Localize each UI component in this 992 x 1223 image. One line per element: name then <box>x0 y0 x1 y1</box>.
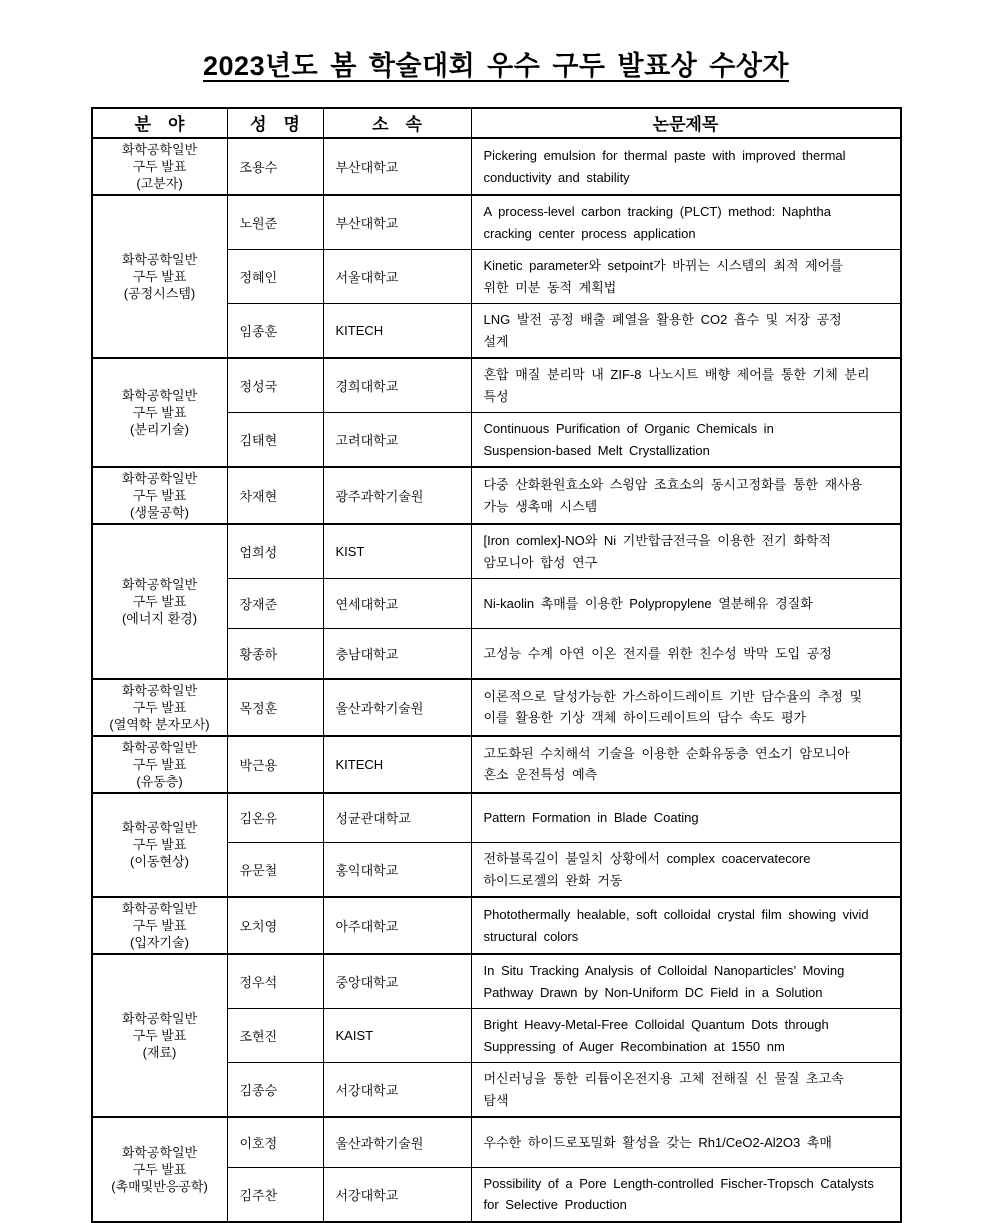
header-field: 분 야 <box>92 108 228 138</box>
name-cell: 이호정 <box>227 1117 323 1167</box>
name-cell: 정성국 <box>227 358 323 413</box>
field-cell: 화학공학일반 구두 발표 (생물공학) <box>92 467 228 524</box>
affiliation-cell: 경희대학교 <box>323 358 471 413</box>
affiliation-cell: 울산과학기술원 <box>323 679 471 736</box>
field-cell: 화학공학일반 구두 발표 (공정시스템) <box>92 195 228 358</box>
name-cell: 김종승 <box>227 1063 323 1118</box>
name-cell: 김주찬 <box>227 1167 323 1222</box>
table-row <box>92 954 901 1009</box>
affiliation-cell: 충남대학교 <box>323 629 471 679</box>
paper-title-cell: 다중 산화환원효소와 스윙암 조효소의 동시고정화를 통한 재사용 가능 생촉매 시스템 <box>471 467 901 524</box>
paper-title-cell: Ni-kaolin 촉매를 이용한 Polypropylene 열분해유 경질화 <box>471 579 901 629</box>
name-cell: 조현진 <box>227 1009 323 1063</box>
name-cell: 황종하 <box>227 629 323 679</box>
affiliation-cell: 광주과학기술원 <box>323 467 471 524</box>
affiliation-cell: 울산과학기술원 <box>323 1117 471 1167</box>
affiliation-cell: 아주대학교 <box>323 897 471 954</box>
paper-title-cell: Possibility of a Pore Length-controlled Fischer-Tropsch Catalysts for Selective Production <box>471 1167 901 1222</box>
paper-title-cell: A process-level carbon tracking (PLCT) method: Naphtha cracking center process application <box>471 195 901 250</box>
affiliation-cell: KITECH <box>323 736 471 793</box>
paper-title-cell: 혼합 매질 분리막 내 ZIF-8 나노시트 배향 제어를 통한 기체 분리 특성 <box>471 358 901 413</box>
table-row <box>92 195 901 250</box>
name-cell: 정우석 <box>227 954 323 1009</box>
paper-title-cell: 전하블록길이 불일치 상황에서 complex coacervatecore 하이드로젤의 완화 거동 <box>471 843 901 898</box>
paper-title-cell: 머신러닝을 통한 리튬이온전지용 고체 전해질 신 물질 초고속 탐색 <box>471 1063 901 1118</box>
name-cell: 정혜인 <box>227 250 323 304</box>
name-cell: 조용수 <box>227 138 323 195</box>
header-paper-title: 논문제목 <box>471 108 901 138</box>
name-cell: 차재현 <box>227 467 323 524</box>
paper-title-cell: Kinetic parameter와 setpoint가 바뀌는 시스템의 최적 제어를 위한 미분 동적 계획법 <box>471 250 901 304</box>
table-row <box>92 679 901 736</box>
table-body <box>92 138 901 1222</box>
affiliation-cell: 연세대학교 <box>323 579 471 629</box>
field-cell: 화학공학일반 구두 발표 (입자기술) <box>92 897 228 954</box>
affiliation-cell: 고려대학교 <box>323 413 471 468</box>
affiliation-cell: 중앙대학교 <box>323 954 471 1009</box>
table-row <box>92 897 901 954</box>
paper-title-cell: 고도화된 수치해석 기술을 이용한 순화유동층 연소기 암모니아 혼소 운전특성 예측 <box>471 736 901 793</box>
name-cell: 엄희성 <box>227 524 323 579</box>
header-affiliation: 소 속 <box>323 108 471 138</box>
name-cell: 임종훈 <box>227 304 323 359</box>
paper-title-cell: Bright Heavy-Metal-Free Colloidal Quantum Dots through Suppressing of Auger Recombination at 1550 nm <box>471 1009 901 1063</box>
page-title: 2023년도 봄 학술대회 우수 구두 발표상 수상자 <box>203 51 789 81</box>
affiliation-cell: 서강대학교 <box>323 1167 471 1222</box>
field-cell: 화학공학일반 구두 발표 (이동현상) <box>92 793 228 898</box>
field-cell: 화학공학일반 구두 발표 (분리기술) <box>92 358 228 467</box>
paper-title-cell: 우수한 하이드로포밀화 활성을 갖는 Rh1/CeO2-Al2O3 촉매 <box>471 1117 901 1167</box>
name-cell: 노원준 <box>227 195 323 250</box>
field-cell: 화학공학일반 구두 발표 (고분자) <box>92 138 228 195</box>
table-row <box>92 138 901 195</box>
affiliation-cell: 부산대학교 <box>323 138 471 195</box>
header-row <box>92 108 901 138</box>
affiliation-cell: KITECH <box>323 304 471 359</box>
table-row <box>92 467 901 524</box>
affiliation-cell: KIST <box>323 524 471 579</box>
field-cell: 화학공학일반 구두 발표 (에너지 환경) <box>92 524 228 679</box>
header-name: 성 명 <box>227 108 323 138</box>
paper-title-cell: In Situ Tracking Analysis of Colloidal Nanoparticles’ Moving Pathway Drawn by Non-Uniform DC Field in a Solution <box>471 954 901 1009</box>
name-cell: 장재준 <box>227 579 323 629</box>
table-row <box>92 524 901 579</box>
name-cell: 김태현 <box>227 413 323 468</box>
name-cell: 박근용 <box>227 736 323 793</box>
affiliation-cell: 성균관대학교 <box>323 793 471 843</box>
affiliation-cell: KAIST <box>323 1009 471 1063</box>
field-cell: 화학공학일반 구두 발표 (촉매및반응공학) <box>92 1117 228 1222</box>
affiliation-cell: 서강대학교 <box>323 1063 471 1118</box>
table-row <box>92 793 901 843</box>
affiliation-cell: 서울대학교 <box>323 250 471 304</box>
name-cell: 오치영 <box>227 897 323 954</box>
paper-title-cell: Pattern Formation in Blade Coating <box>471 793 901 843</box>
paper-title-cell: [Iron comlex]-NO와 Ni 기반합금전극을 이용한 전기 화학적 암모니아 합성 연구 <box>471 524 901 579</box>
affiliation-cell: 홍익대학교 <box>323 843 471 898</box>
paper-title-cell: 이론적으로 달성가능한 가스하이드레이트 기반 담수율의 추정 및 이를 활용한 기상 객체 하이드레이트의 담수 속도 평가 <box>471 679 901 736</box>
table-row <box>92 1117 901 1167</box>
affiliation-cell: 부산대학교 <box>323 195 471 250</box>
field-cell: 화학공학일반 구두 발표 (유동층) <box>92 736 228 793</box>
field-cell: 화학공학일반 구두 발표 (열역학 분자모사) <box>92 679 228 736</box>
name-cell: 김온유 <box>227 793 323 843</box>
paper-title-cell: 고성능 수계 아연 이온 전지를 위한 친수성 박막 도입 공정 <box>471 629 901 679</box>
paper-title-cell: Photothermally healable, soft colloidal crystal film showing vivid structural colors <box>471 897 901 954</box>
table-row <box>92 736 901 793</box>
paper-title-cell: LNG 발전 공정 배출 폐열을 활용한 CO2 흡수 및 저장 공정 설계 <box>471 304 901 359</box>
table-row <box>92 358 901 413</box>
name-cell: 유문철 <box>227 843 323 898</box>
paper-title-cell: Pickering emulsion for thermal paste with improved thermal conductivity and stability <box>471 138 901 195</box>
name-cell: 목정훈 <box>227 679 323 736</box>
awards-table <box>91 107 902 1223</box>
paper-title-cell: Continuous Purification of Organic Chemicals in Suspension-based Melt Crystallization <box>471 413 901 468</box>
field-cell: 화학공학일반 구두 발표 (재료) <box>92 954 228 1117</box>
